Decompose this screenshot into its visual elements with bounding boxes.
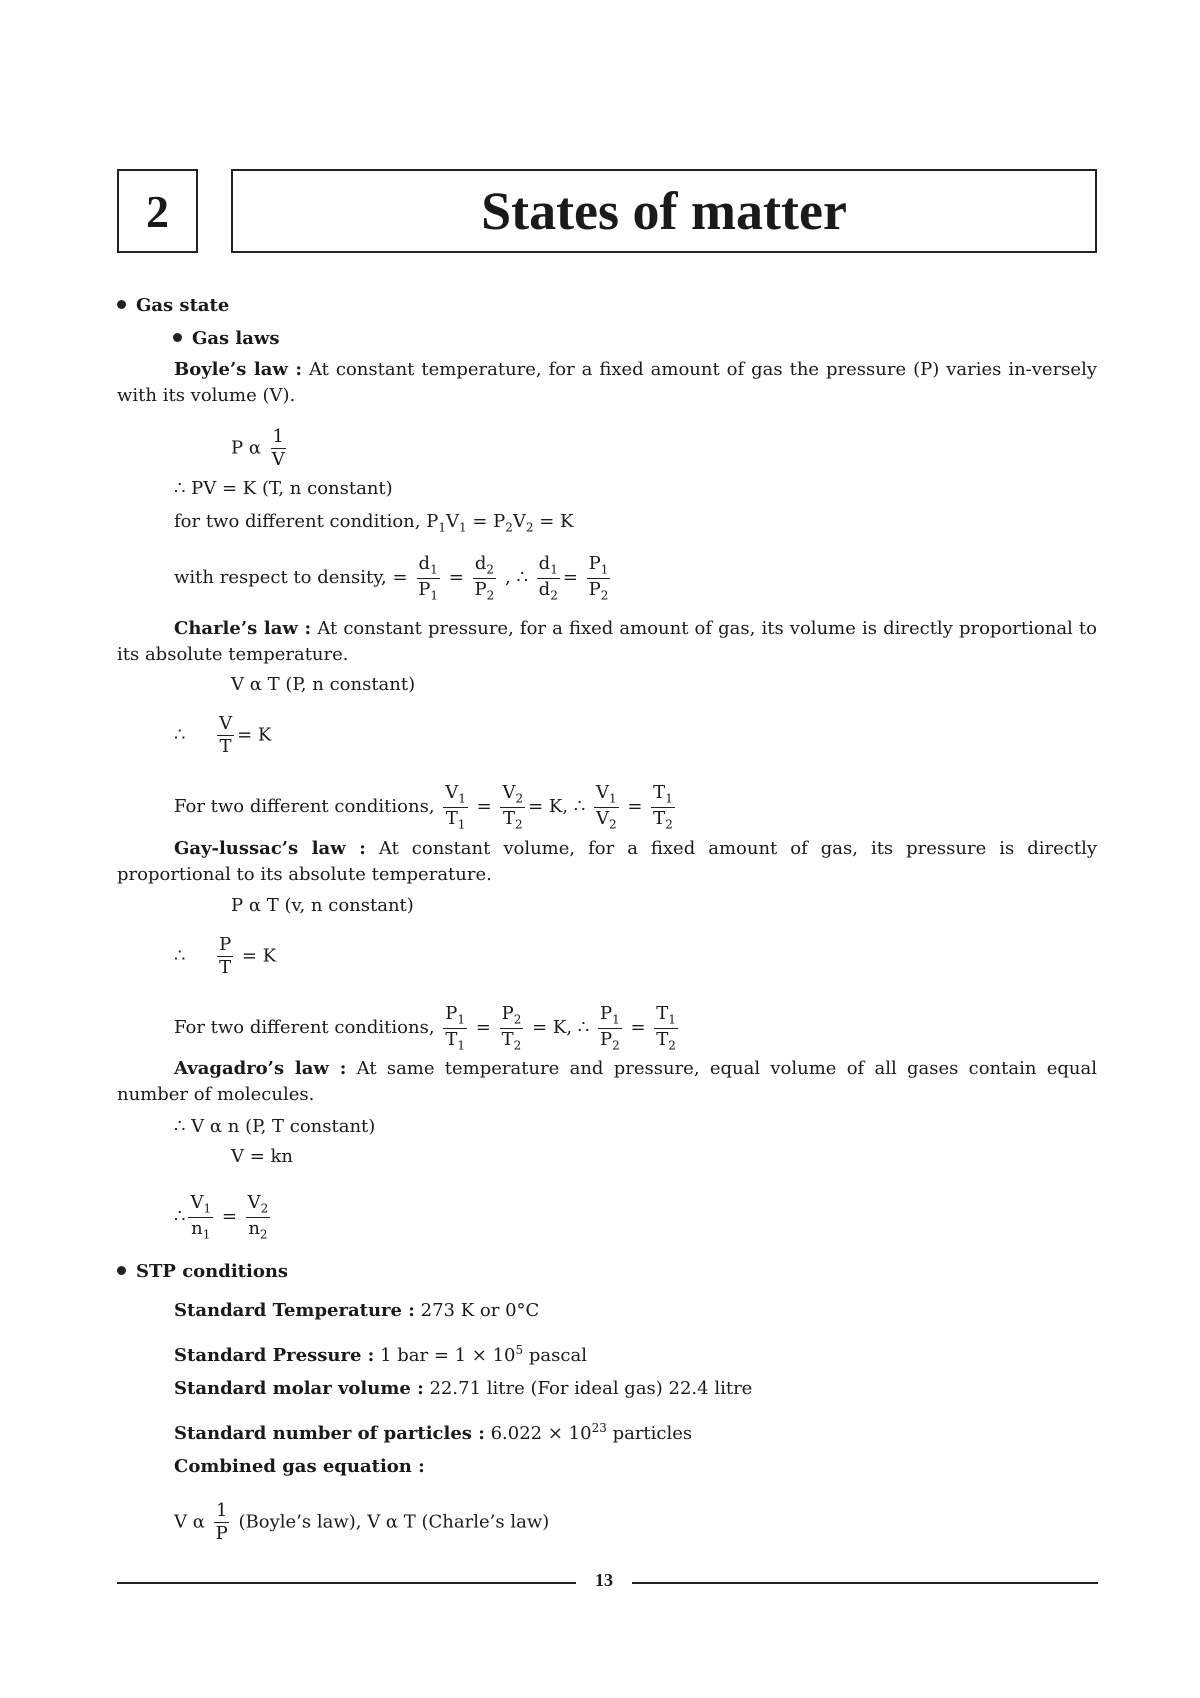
chapter-number: 2 <box>117 169 198 253</box>
boyle-proportion: P α $\frac{1}{V}$ <box>231 426 285 470</box>
boyle-constant: ∴ PV = K (T, n constant) <box>174 478 393 499</box>
charle-paragraph: Charle’s law : At constant pressure, for a fixed amount of gas, its volume is directly proportional to its absolute temperature. <box>117 618 1097 665</box>
gaylussac-proportion: P α T (v, n constant) <box>231 895 414 916</box>
stp-temperature: Standard Temperature : 273 K or 0°C <box>174 1300 540 1321</box>
chapter-title: States of matter <box>231 169 1097 253</box>
heading-gas-laws: Gas laws <box>173 326 280 352</box>
stp-molar-volume: Standard molar volume : 22.71 litre (For ideal gas) 22.4 litre <box>174 1378 753 1399</box>
boyle-paragraph: Boyle’s law : At constant temperature, for a fixed amount of gas the pressure (P) varies in-versely with its volume (V). <box>117 359 1097 406</box>
avagadro-proportion: ∴ V α n (P, T constant) <box>174 1116 376 1137</box>
combined-gas-label: Combined gas equation : <box>174 1456 425 1477</box>
bullet-icon <box>117 300 126 309</box>
gaylussac-two-conditions: For two different conditions, $\frac{P_1}{T_1}$ = $\frac{P_2}{T_2}$ = K, ∴ $\frac{P_1}{P_2}$ = $\frac{T_1}{T_2}$ <box>174 1003 676 1053</box>
heading-gas-state: Gas state <box>117 293 229 319</box>
combined-gas-equation: V α $\frac{1}{P}$ (Boyle’s law), V α T (Charle’s law) <box>174 1500 550 1544</box>
page-number: 13 <box>595 1570 613 1590</box>
bullet-icon <box>173 333 182 342</box>
boyle-two-conditions: for two different condition, $P_1V_1 = P_2V_2 = K$ <box>174 511 574 535</box>
stp-particles: Standard number of particles : $6.022 \times 10^{23}$ particles <box>174 1421 693 1444</box>
footer-divider-left <box>117 1582 576 1584</box>
footer-divider-right <box>632 1582 1098 1584</box>
fraction: $\frac{1}{V}$ <box>271 426 285 470</box>
stp-pressure: Standard Pressure : 1 bar = $1 \times 10^5$ pascal <box>174 1343 587 1366</box>
charle-two-conditions: For two different conditions, $\frac{V_1}{T_1}$ = $\frac{V_2}{T_2}$ = K, ∴ $\frac{V_1}{V_2}$ = $\frac{T_1}{T_2}$ <box>174 782 673 832</box>
avagadro-paragraph: Avagadro’s law : At same temperature and pressure, equal volume of all gases contain equal number of molecules. <box>117 1058 1097 1105</box>
gaylussac-constant: ∴ $\frac{P}{T}$ = K <box>174 934 277 978</box>
avagadro-equation: V = kn <box>231 1146 294 1167</box>
charle-proportion: V α T (P, n constant) <box>231 674 416 695</box>
gaylussac-paragraph: Gay-lussac’s law : At constant volume, for a fixed amount of gas, its pressure is directly proportional to its absolute temperature. <box>117 838 1098 885</box>
avagadro-ratio: ∴ $\frac{V_1}{n_1}$ = $\frac{V_2}{n_2}$ <box>174 1192 269 1242</box>
boyle-density: with respect to density, = $\frac{d_1}{P_1}$ = $\frac{d_2}{P_2}$ , ∴ $\frac{d_1}{d_2}$ = $\frac{P_1}{P_2}$ <box>174 553 609 603</box>
bullet-icon <box>117 1266 126 1275</box>
heading-stp: STP conditions <box>117 1259 288 1285</box>
charle-constant: ∴ $\frac{V}{T}$ = K <box>174 713 272 757</box>
